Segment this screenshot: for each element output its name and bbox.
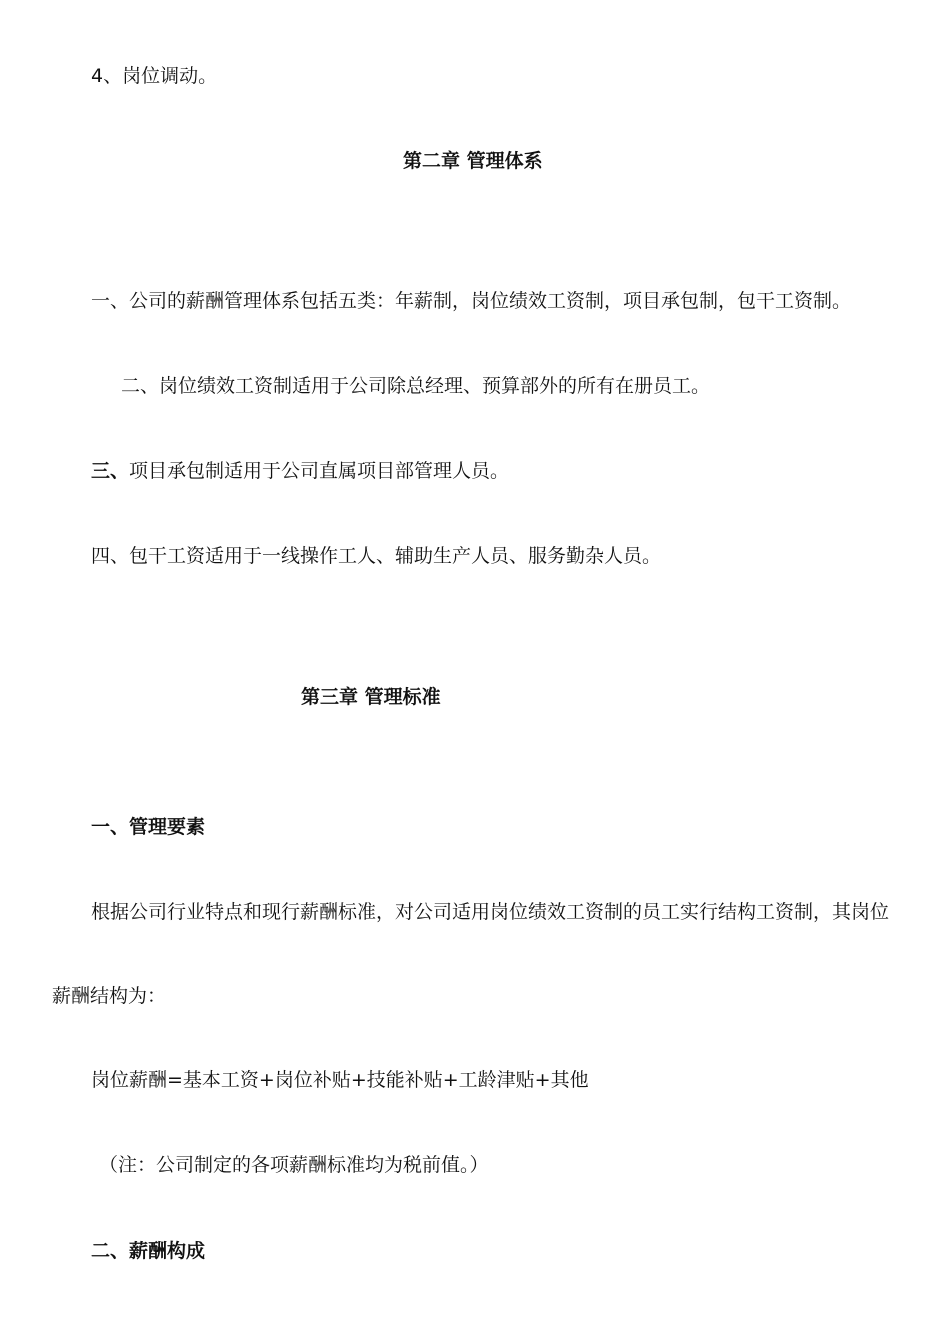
paragraph-3-text: 项目承包制适用于公司直属项目部管理人员。	[129, 460, 510, 482]
chapter-2-heading: 第二章 管理体系	[403, 150, 543, 172]
section-heading-management-elements: 一、管理要素	[91, 816, 206, 838]
list-item-4: 4、岗位调动。	[91, 65, 218, 87]
section-heading-salary-composition: 二、薪酬构成	[91, 1240, 206, 1262]
paragraph-3-prefix: 三、	[91, 460, 130, 482]
salary-formula: 岗位薪酬=基本工资+岗位补贴+技能补贴+工龄津贴+其他	[91, 1069, 589, 1091]
paragraph-4: 四、包干工资适用于一线操作工人、辅助生产人员、服务勤杂人员。	[91, 545, 662, 567]
paragraph-salary-structure-line-2: 薪酬结构为：	[52, 985, 167, 1007]
paragraph-3	[91, 458, 509, 484]
paragraph-2: 二、岗位绩效工资制适用于公司除总经理、预算部外的所有在册员工。	[121, 375, 711, 397]
note-pretax: （注：公司制定的各项薪酬标准均为税前值。）	[99, 1154, 489, 1176]
paragraph-1: 一、公司的薪酬管理体系包括五类：年薪制，岗位绩效工资制，项目承包制，包干工资制。	[91, 290, 852, 312]
chapter-3-heading: 第三章 管理标准	[301, 686, 441, 708]
paragraph-salary-structure-line-1: 根据公司行业特点和现行薪酬标准，对公司适用岗位绩效工资制的员工实行结构工资制，其岗位	[91, 901, 890, 923]
